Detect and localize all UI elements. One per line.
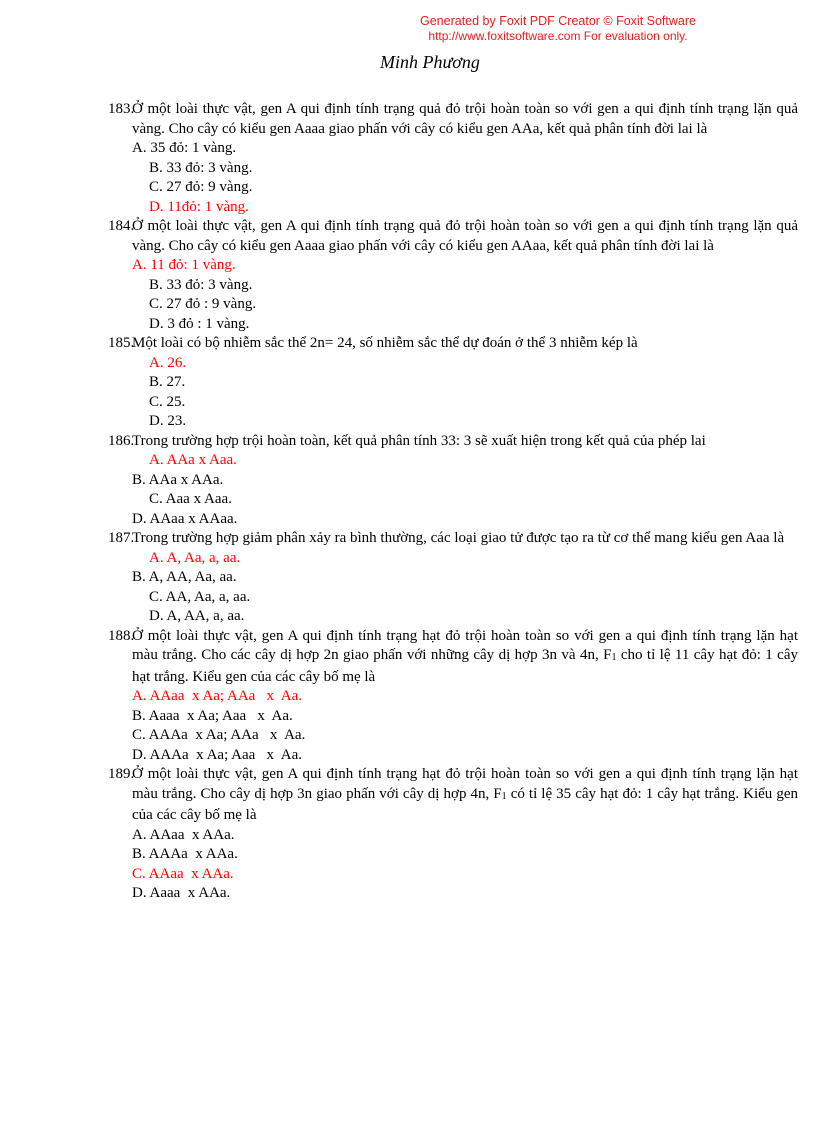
option-b: B. AAAa x AAa. [132,846,238,862]
watermark-line-1: Generated by Foxit PDF Creator © Foxit Software [420,14,696,28]
stem-part-2: có tỉ lệ 35 cây hạt đỏ: 1 cây hạt trắng. Kiểu gen của các cây bố mẹ là [132,785,799,823]
option-a-answer: A. AAaa x Aa; AAa x Aa. [132,688,302,704]
question-number: 187. [108,530,135,546]
question-number: 189. [108,766,135,782]
question-stem: Trong trường hợp trội hoàn toàn, kết quả phân tính 33: 3 sẽ xuất hiện trong kết quả của phép lai [132,432,706,449]
foxit-watermark [408,14,708,44]
stem-part-2: cho tỉ lệ 11 cây hạt đỏ: 1 cây hạt trắng. Kiểu gen của các cây bố mẹ là [132,647,798,685]
option-c: C. 27 đỏ : 9 vàng. [149,296,257,312]
question-number: 184. [108,218,135,234]
question-stem: Ở một loài thực vật, gen A qui định tính trạng quả đỏ trội hoàn toàn so với gen a qui định tính trạng lặn quả vàng. Cho cây có kiểu gen Aaaa giao phấn với cây có kiểu gen AAa, kết quả phân tính đời lai là [132,101,798,137]
option-d: D. AAaa x AAaa. [132,510,238,527]
option-d: D. Aaaa x AAa. [132,885,231,901]
option-c-answer: C. AAaa x AAa. [132,865,234,882]
option-d: D. A, AA, a, aa. [149,608,245,624]
question-184 [108,217,798,256]
option-d: D. AAAa x Aa; Aaa x Aa. [132,746,302,763]
option-b: B. Aaaa x Aa; Aaa x Aa. [132,707,293,724]
option-b: B. 33 đỏ: 3 vàng. [149,159,253,176]
question-186 [108,432,798,452]
subscript: 1 [501,790,507,802]
question-list [108,100,798,904]
question-188 [108,627,798,688]
question-stem [132,627,798,688]
question-number: 185. [108,335,135,351]
option-a: A. 35 đỏ: 1 vàng. [132,140,237,156]
option-b: B. 27. [149,374,186,390]
option-a-answer: A. A, Aa, a, aa. [149,549,241,566]
question-number: 188. [108,627,135,644]
option-d: D. 3 đỏ : 1 vàng. [149,315,250,332]
subscript: 1 [611,652,617,663]
question-183 [108,100,798,139]
question-stem: Trong trường hợp giảm phân xảy ra bình thường, các loại giao tử được tạo ra từ cơ thể mang kiểu gen Aaa là [132,530,785,546]
option-a-answer: A. 26. [149,354,187,371]
watermark-line-2: http://www.foxitsoftware.com For evaluation only. [428,29,688,43]
option-c: C. AAAa x Aa; AAa x Aa. [132,727,306,743]
option-b: B. AAa x AAa. [132,471,224,488]
stem-part-1: Ở một loài thực vật, gen A qui định tính trạng hạt đỏ trội hoàn toàn so với gen a qui định tính trạng lặn hạt màu trắng. Cho cây dị hợp 3n giao phấn với cây dị hợp 4n, F [132,766,798,802]
question-stem [132,765,798,826]
option-c: C. AA, Aa, a, aa. [149,588,251,605]
question-stem: Ở một loài thực vật, gen A qui định tính trạng quả đỏ trội hoàn toàn so với gen a qui định tính trạng lặn quả vàng. Cho cây có kiểu gen Aaaa giao phấn với cây có kiểu gen AAaa, kết quả phân tính đời lai là [132,218,798,254]
option-a-answer: A. 11 đỏ: 1 vàng. [132,257,236,273]
question-number: 183. [108,101,135,117]
stem-part-1: Ở một loài thực vật, gen A qui định tính trạng hạt đỏ trội hoàn toàn so với gen a qui định tính trạng lặn hạt màu trắng. Cho các cây dị hợp 2n giao phấn với những cây dị hợp 3n và 4n, F [132,627,798,663]
question-stem: Một loài có bộ nhiễm sắc thể 2n= 24, số nhiễm sắc thể dự đoán ở thể 3 nhiễm kép là [132,335,638,351]
option-c: C. 25. [149,393,186,410]
option-d: D. 23. [149,413,187,429]
question-187 [108,529,798,549]
option-c: C. Aaa x Aaa. [149,491,232,507]
option-d-answer: D. 11đỏ: 1 vàng. [149,198,249,215]
option-a-answer: A. AAa x Aaa. [149,452,237,468]
question-185 [108,334,798,354]
option-b: B. A, AA, Aa, aa. [132,569,237,585]
author-header: Minh Phương [380,52,480,72]
question-number: 186. [108,432,135,449]
question-189 [108,765,798,826]
option-c: C. 27 đỏ: 9 vàng. [149,179,253,195]
option-a: A. AAaa x AAa. [132,826,235,843]
option-b: B. 33 đỏ: 3 vàng. [149,276,253,293]
